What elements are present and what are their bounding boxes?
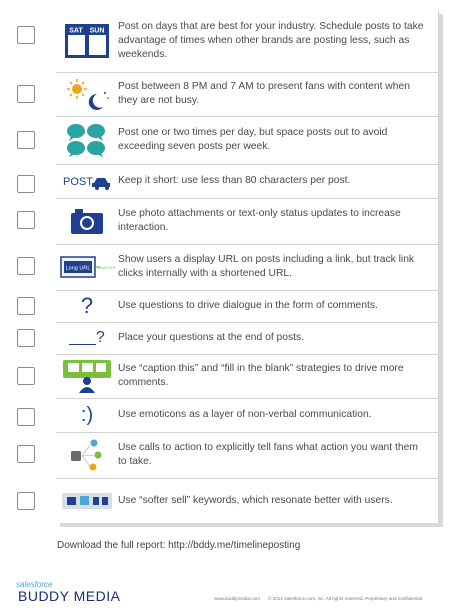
checkbox-8[interactable] [17, 329, 35, 347]
checkbox-1[interactable] [17, 26, 35, 44]
emoticon-glyph: :) [80, 403, 94, 426]
list-item [56, 290, 438, 323]
tip-text: Use “caption this” and “fill in the blank” strategies to drive more comments. [118, 363, 404, 388]
tip-text: Use “softer sell” keywords, which resonate better with users. [118, 494, 393, 506]
tip-text: Use questions to drive dialogue in the form of comments. [118, 300, 378, 311]
checkbox-7[interactable] [17, 297, 35, 315]
site-url[interactable]: www.buddymedia.com [214, 596, 260, 601]
checkbox-6[interactable] [17, 257, 35, 275]
checkbox-10[interactable] [17, 408, 35, 426]
list-item [56, 72, 438, 117]
checkbox-12[interactable] [17, 492, 35, 510]
tip-text: Post on days that are best for your industry. Schedule posts to take advantage of times when other brands are posting less, such as weekends. [118, 21, 424, 60]
logo-salesforce-text: salesforce [16, 580, 53, 589]
list-item [56, 432, 438, 479]
question-mark-icon [56, 290, 118, 322]
download-link[interactable]: Download the full report: http://bddy.me/timelineposting [57, 540, 301, 551]
checkbox-4[interactable] [17, 175, 35, 193]
list-item [56, 198, 438, 245]
calendar-day-sat: SAT [69, 27, 83, 35]
question-glyph: ? [80, 293, 94, 318]
list-item [56, 398, 438, 433]
blank-question-icon [56, 322, 118, 354]
checkbox-2[interactable] [17, 85, 35, 103]
tip-text: Use emoticons as a layer of non-verbal communication. [118, 409, 372, 420]
calendar-weekend-icon [56, 10, 118, 72]
list-item [56, 116, 438, 165]
tip-text: Place your questions at the end of posts. [118, 332, 305, 343]
tip-text: Show users a display URL on posts including a link, but track link clicks internally with a shortened URL. [118, 254, 415, 279]
list-item [56, 164, 438, 199]
copyright-text: © 2012 salesforce.com, inc. All rights reserved. Proprietary and Confidential [268, 596, 423, 601]
post-label: POST [63, 176, 93, 188]
list-item [56, 10, 438, 73]
short-url-label: Short URL [97, 265, 117, 270]
sun-moon-icon [56, 72, 118, 116]
logo-main-text: BUDDY MEDIA [18, 588, 121, 604]
soft-sell-icon [56, 478, 118, 523]
list-item [56, 478, 438, 523]
checkbox-9[interactable] [17, 367, 35, 385]
list-item [56, 322, 438, 355]
calendar-day-sun: SUN [89, 27, 105, 35]
emoticon-icon [56, 398, 118, 432]
checkbox-11[interactable] [17, 445, 35, 463]
blank-question-glyph: ___? [69, 329, 105, 346]
caption-person-icon [56, 354, 118, 398]
chat-bubbles-icon [56, 116, 118, 164]
url-shortener-icon [56, 244, 118, 290]
long-url-label: Long URL [65, 265, 91, 272]
tips-card [56, 10, 439, 523]
call-to-action-icon [56, 432, 118, 478]
buddy-media-logo [8, 580, 148, 608]
checkbox-5[interactable] [17, 211, 35, 229]
tip-text: Use calls to action to explicitly tell fans what action you want them to take. [118, 442, 418, 467]
tip-text: Post between 8 PM and 7 AM to present fans with content when they are not busy. [118, 81, 410, 106]
tip-text: Use photo attachments or text-only status updates to increase interaction. [118, 208, 401, 233]
post-car-icon [56, 164, 118, 198]
tip-text: Post one or two times per day, but space posts out to avoid exceeding seven posts per week. [118, 127, 388, 152]
checkbox-3[interactable] [17, 131, 35, 149]
tip-text: Keep it short: use less than 80 characters per post. [118, 175, 351, 186]
list-item [56, 354, 438, 399]
list-item [56, 244, 438, 291]
camera-icon [56, 198, 118, 244]
